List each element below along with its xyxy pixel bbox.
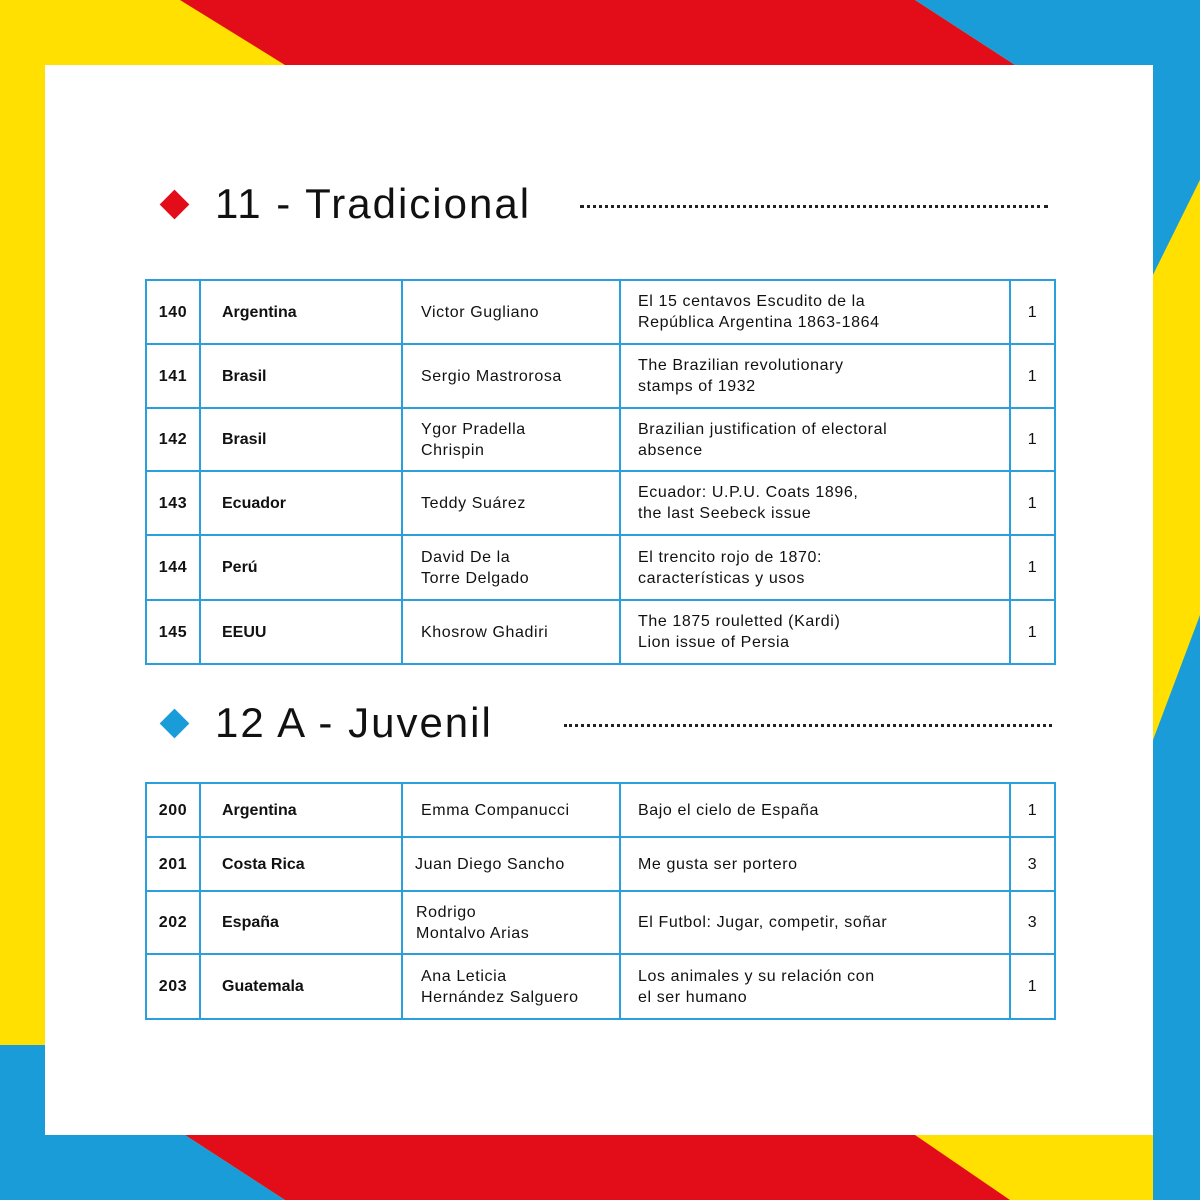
entry-quantity: 1 (1010, 471, 1055, 535)
entry-author: Ygor Pradella Chrispin (421, 420, 526, 459)
entry-title: Me gusta ser portero (638, 855, 798, 873)
entry-quantity: 1 (1010, 783, 1055, 837)
entry-author: Khosrow Ghadiri (421, 623, 549, 641)
table-row (146, 600, 1055, 664)
entry-country: Argentina (200, 783, 402, 837)
entry-author: Rodrigo Montalvo Arias (416, 903, 530, 942)
entry-country: Brasil (200, 408, 402, 471)
entry-number: 145 (146, 600, 200, 664)
entry-title: Los animales y su relación con el ser humano (638, 967, 875, 1006)
entry-title: Ecuador: U.P.U. Coats 1896, the last Seebeck issue (638, 484, 859, 522)
entries-table-tradicional (145, 279, 1056, 665)
red-diamond-icon (160, 189, 190, 219)
entry-author: Victor Gugliano (421, 303, 540, 321)
table-row (146, 280, 1055, 344)
entry-title: The 1875 rouletted (Kardi) Lion issue of Persia (638, 613, 841, 651)
entry-country: Perú (200, 535, 402, 600)
entry-author: Emma Companucci (421, 801, 570, 819)
dotted-leader (580, 205, 1048, 208)
table-row (146, 837, 1055, 891)
entry-number: 203 (146, 954, 200, 1019)
entry-author: Juan Diego Sancho (415, 855, 565, 873)
table-row (146, 954, 1055, 1019)
section-title: 11 - Tradicional (215, 180, 532, 227)
entry-number: 200 (146, 783, 200, 837)
entry-quantity: 1 (1010, 600, 1055, 664)
entry-number: 201 (146, 837, 200, 891)
blue-diamond-icon (160, 708, 190, 738)
table-row (146, 344, 1055, 408)
entry-author: Sergio Mastrorosa (421, 367, 562, 385)
entry-quantity: 1 (1010, 535, 1055, 600)
entry-number: 140 (146, 280, 200, 344)
entry-title: El Futbol: Jugar, competir, soñar (638, 914, 888, 931)
table-row (146, 783, 1055, 837)
entry-title: Bajo el cielo de España (638, 801, 820, 819)
entry-country: Costa Rica (200, 837, 402, 891)
entry-title: El 15 centavos Escudito de la República Argentina 1863-1864 (638, 293, 880, 331)
entry-author: Teddy Suárez (421, 494, 527, 512)
entry-number: 141 (146, 344, 200, 408)
entry-country: Guatemala (200, 954, 402, 1019)
entry-number: 143 (146, 471, 200, 535)
table-row (146, 471, 1055, 535)
entry-country: EEUU (200, 600, 402, 664)
entry-country: Ecuador (200, 471, 402, 535)
entry-country: Argentina (200, 280, 402, 344)
entry-title: El trencito rojo de 1870: características y usos (638, 548, 822, 587)
entry-number: 202 (146, 891, 200, 954)
section-heading-tradicional (160, 180, 531, 228)
dotted-leader (564, 724, 1052, 727)
entry-quantity: 3 (1010, 891, 1055, 954)
entry-author: David De la Torre Delgado (421, 548, 530, 587)
entry-quantity: 1 (1010, 344, 1055, 408)
entry-country: España (200, 891, 402, 954)
entry-quantity: 1 (1010, 280, 1055, 344)
entry-author: Ana Leticia Hernández Salguero (421, 967, 579, 1006)
section-heading-juvenil (160, 699, 493, 747)
entry-country: Brasil (200, 344, 402, 408)
entry-quantity: 1 (1010, 954, 1055, 1019)
entry-title: Brazilian justification of electoral absence (638, 420, 888, 459)
table-row (146, 891, 1055, 954)
entry-quantity: 3 (1010, 837, 1055, 891)
section-title: 12 A - Juvenil (215, 699, 493, 746)
entry-number: 144 (146, 535, 200, 600)
entry-number: 142 (146, 408, 200, 471)
entry-title: The Brazilian revolutionary stamps of 1932 (638, 357, 844, 395)
table-row (146, 535, 1055, 600)
entries-table-juvenil (145, 782, 1056, 1020)
table-row (146, 408, 1055, 471)
entry-quantity: 1 (1010, 408, 1055, 471)
